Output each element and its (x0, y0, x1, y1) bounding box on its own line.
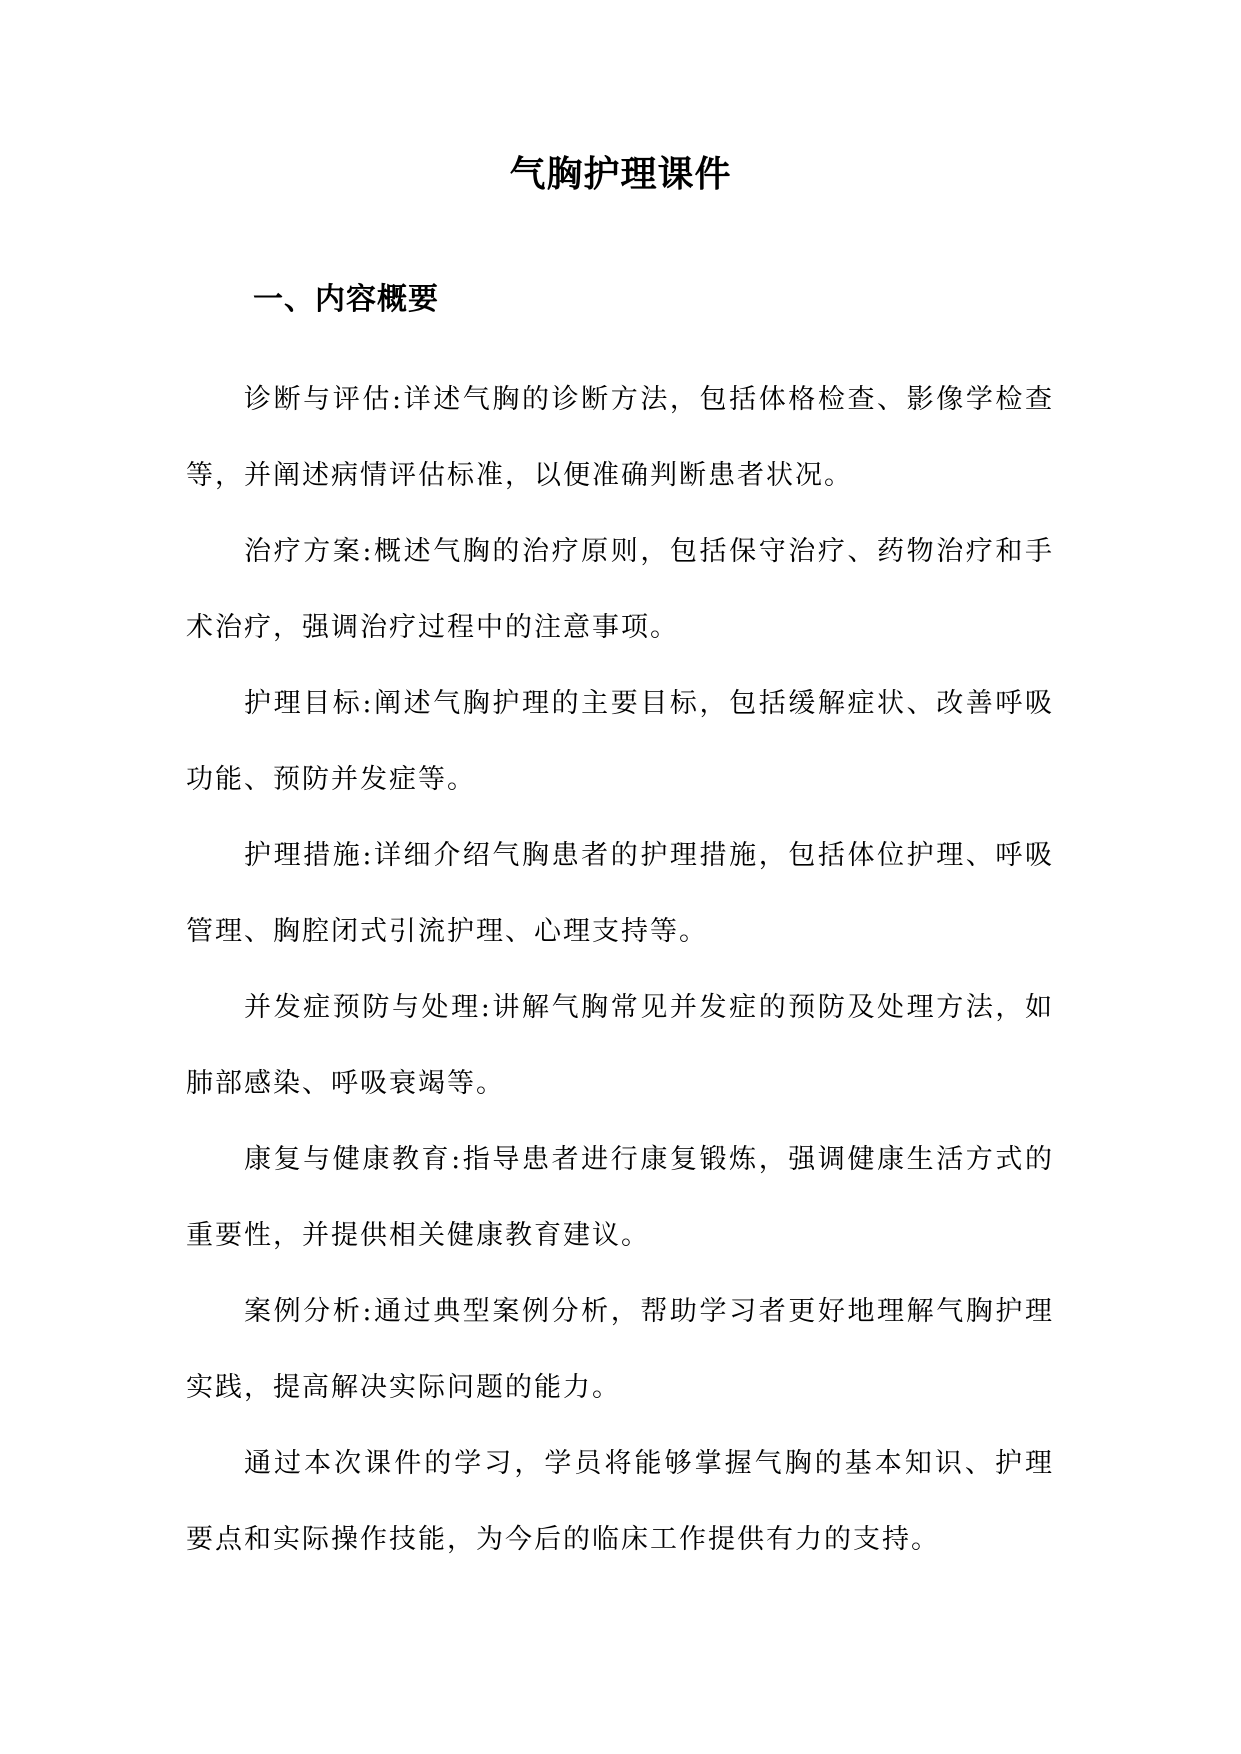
paragraph-label: 康复与健康教育: (244, 1144, 463, 1175)
paragraph-text: 通过本次课件的学习，学员将能够掌握气胸的基本知识、护理要点和实际操作技能，为今后的临床工作提供有力的支持。 (186, 1448, 1054, 1555)
paragraph-case-analysis (186, 1274, 1054, 1426)
paragraph-nursing-goals (186, 666, 1054, 818)
paragraph-label: 并发症预防与处理: (244, 992, 492, 1023)
paragraph-text: 概述气胸的治疗原则，包括保守治疗、药物治疗和手术治疗，强调治疗过程中的注意事项。 (186, 536, 1054, 643)
paragraph-nursing-measures (186, 818, 1054, 970)
paragraph-label: 护理措施: (244, 840, 374, 871)
paragraph-text: 阐述气胸护理的主要目标，包括缓解症状、改善呼吸功能、预防并发症等。 (186, 688, 1054, 795)
paragraph-label: 诊断与评估: (244, 384, 404, 415)
paragraph-text: 通过典型案例分析，帮助学习者更好地理解气胸护理实践，提高解决实际问题的能力。 (186, 1296, 1054, 1403)
section-body (186, 362, 1054, 1578)
paragraph-label: 案例分析: (244, 1296, 374, 1327)
paragraph-rehabilitation (186, 1122, 1054, 1274)
paragraph-text: 指导患者进行康复锻炼，强调健康生活方式的重要性，并提供相关健康教育建议。 (186, 1144, 1054, 1251)
paragraph-label: 治疗方案: (244, 536, 374, 567)
document-title: 气胸护理课件 (509, 154, 732, 195)
paragraph-conclusion (186, 1426, 1054, 1578)
paragraph-text: 讲解气胸常见并发症的预防及处理方法，如肺部感染、呼吸衰竭等。 (186, 992, 1054, 1099)
section-heading: 一、内容概要 (253, 282, 439, 317)
paragraph-treatment (186, 514, 1054, 666)
paragraph-diagnosis (186, 362, 1054, 514)
paragraph-label: 护理目标: (244, 688, 374, 719)
paragraph-complications (186, 970, 1054, 1122)
paragraph-text: 详述气胸的诊断方法，包括体格检查、影像学检查等，并阐述病情评估标准，以便准确判断患者状况。 (186, 384, 1054, 491)
paragraph-text: 详细介绍气胸患者的护理措施，包括体位护理、呼吸管理、胸腔闭式引流护理、心理支持等。 (186, 840, 1054, 947)
